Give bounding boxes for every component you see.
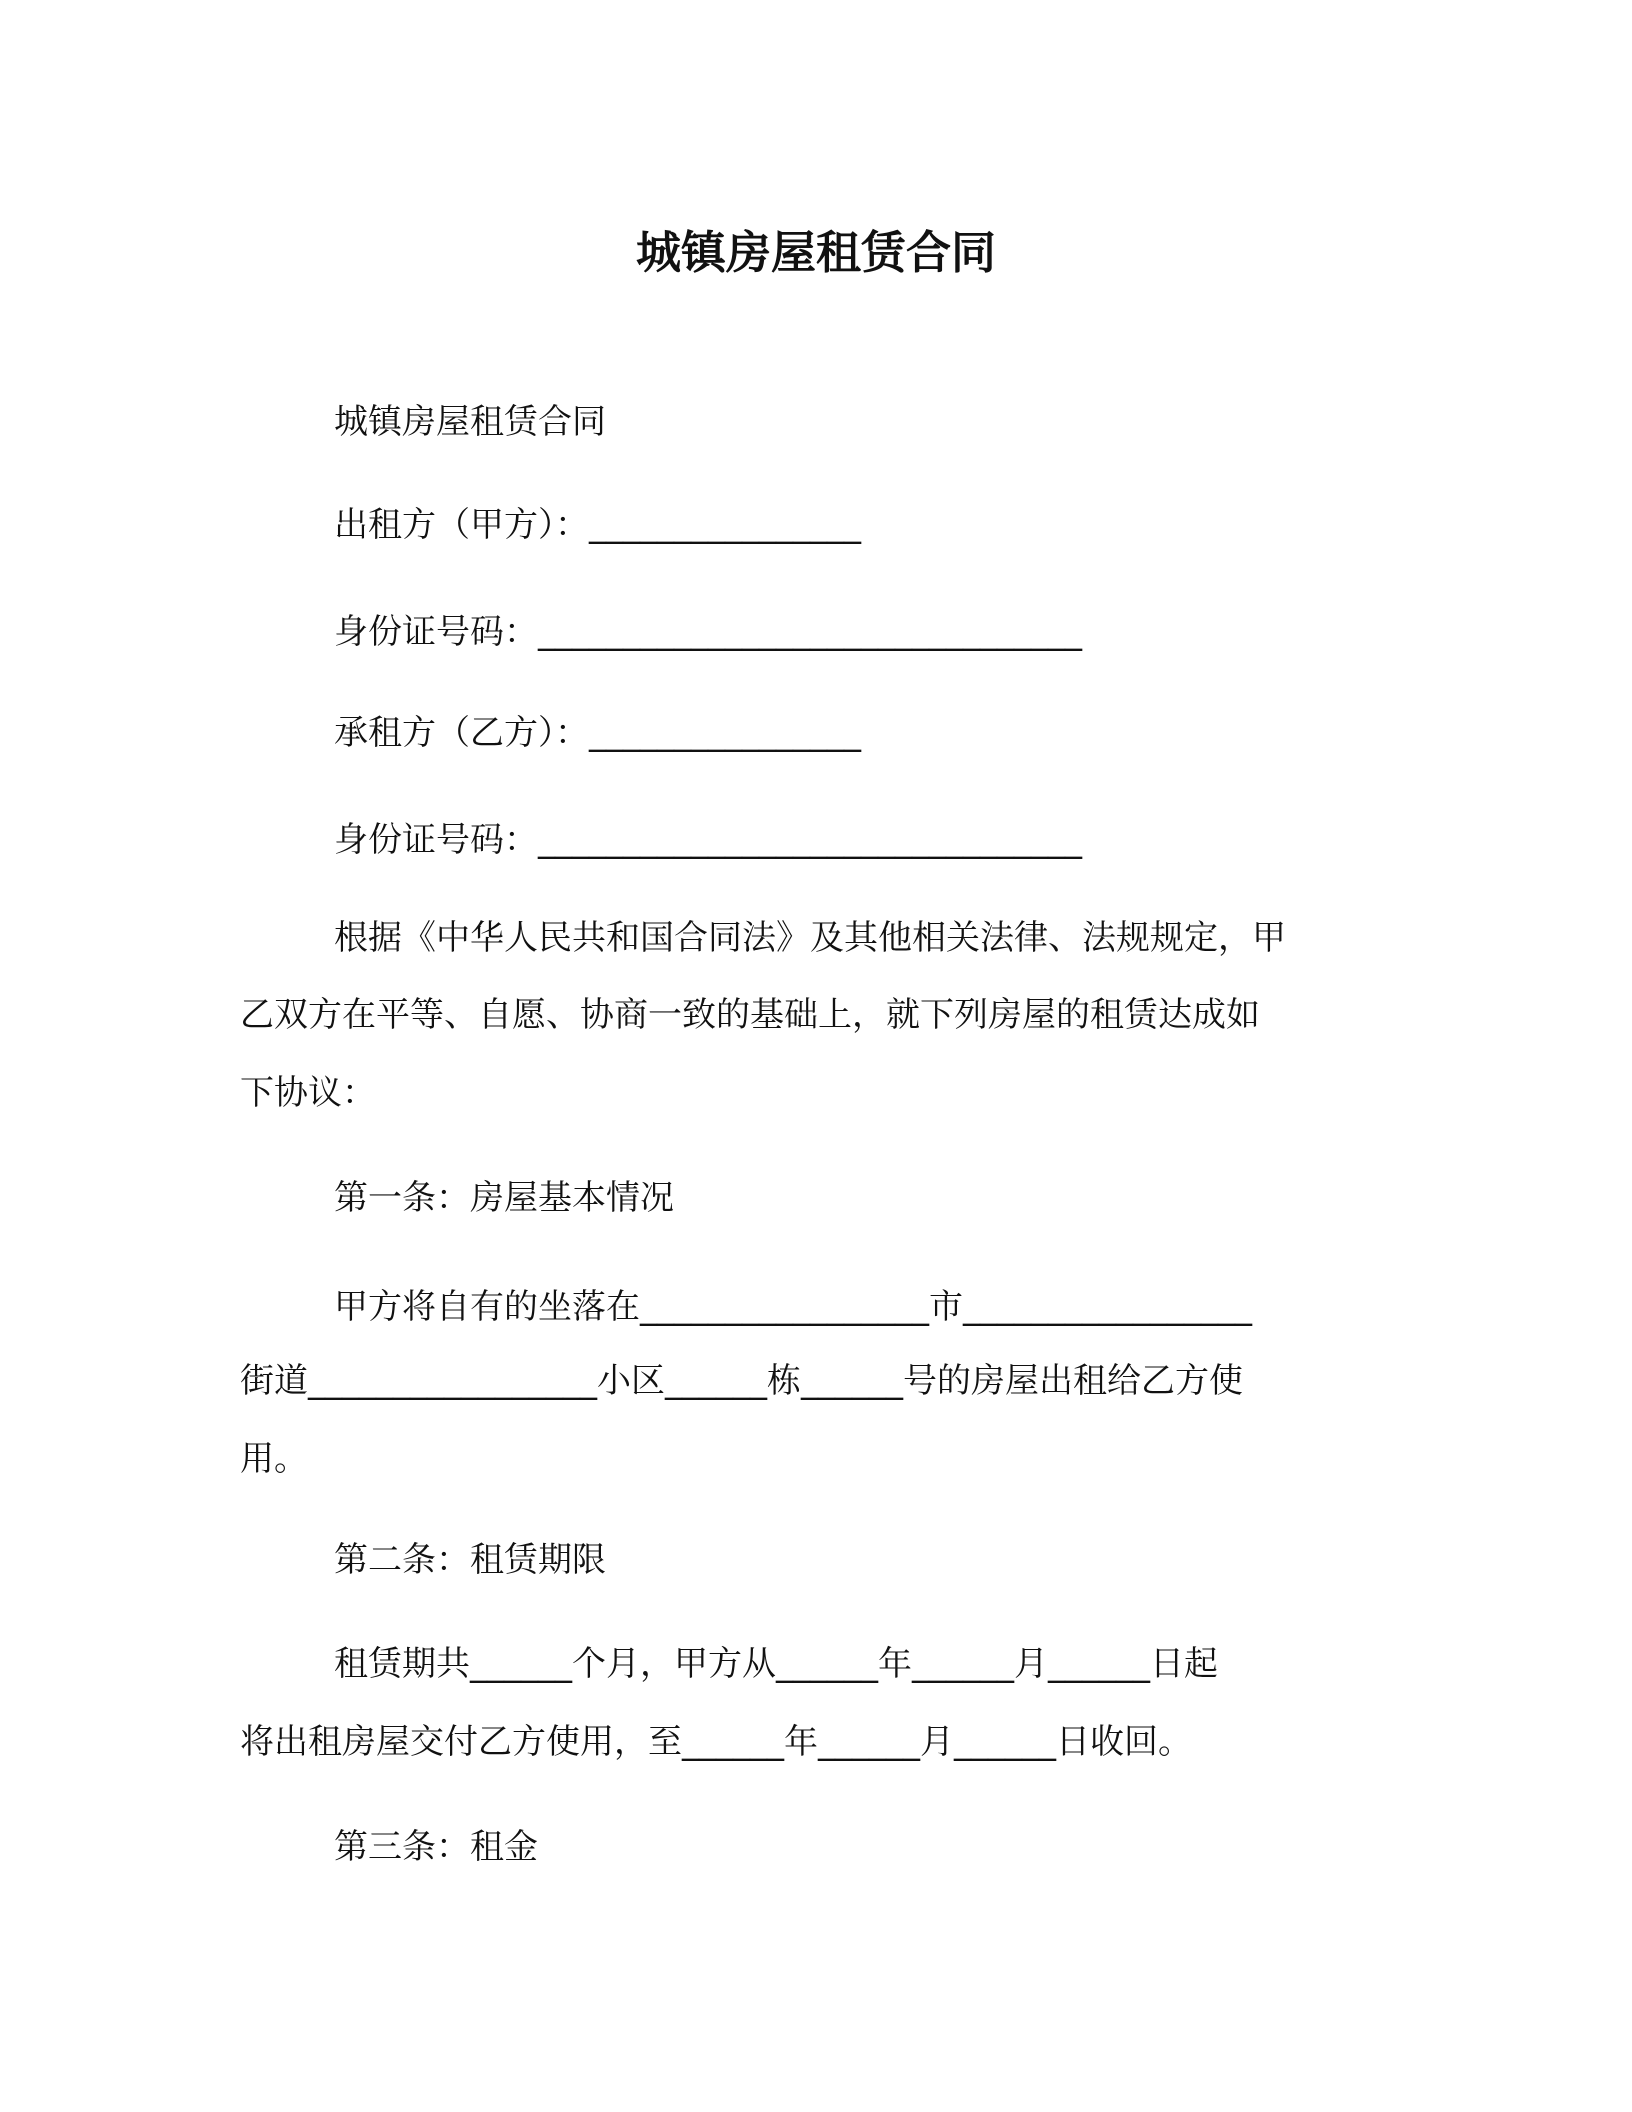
article-2-line-2: 将出租房屋交付乙方使用，至______年______月______日收回。 bbox=[240, 1722, 1192, 1762]
preamble-line-2: 乙双方在平等、自愿、协商一致的基础上，就下列房屋的租赁达成如 bbox=[240, 995, 1260, 1035]
article-1-heading: 第一条：房屋基本情况 bbox=[334, 1178, 674, 1218]
lessee-id-line: 身份证号码：________________________________ bbox=[334, 820, 1082, 860]
article-2-line-1: 租赁期共______个月，甲方从______年______月______日起 bbox=[334, 1644, 1218, 1684]
lessor-line: 出租方（甲方）：________________ bbox=[334, 505, 861, 545]
subtitle-line: 城镇房屋租赁合同 bbox=[334, 402, 606, 442]
article-2-heading: 第二条：租赁期限 bbox=[334, 1540, 606, 1580]
lessor-id-line: 身份证号码：________________________________ bbox=[334, 612, 1082, 652]
preamble-line-1: 根据《中华人民共和国合同法》及其他相关法律、法规规定，甲 bbox=[334, 918, 1286, 958]
preamble-line-3: 下协议： bbox=[240, 1073, 376, 1113]
article-1-line-1: 甲方将自有的坐落在_________________市_________________ bbox=[334, 1287, 1252, 1327]
article-1-line-3: 用。 bbox=[240, 1439, 308, 1479]
document-title: 城镇房屋租赁合同 bbox=[635, 226, 996, 279]
article-3-heading: 第三条：租金 bbox=[334, 1827, 538, 1867]
article-1-line-2: 街道_________________小区______栋______号的房屋出租给乙方使 bbox=[240, 1361, 1243, 1401]
lessee-line: 承租方（乙方）：________________ bbox=[334, 713, 861, 753]
